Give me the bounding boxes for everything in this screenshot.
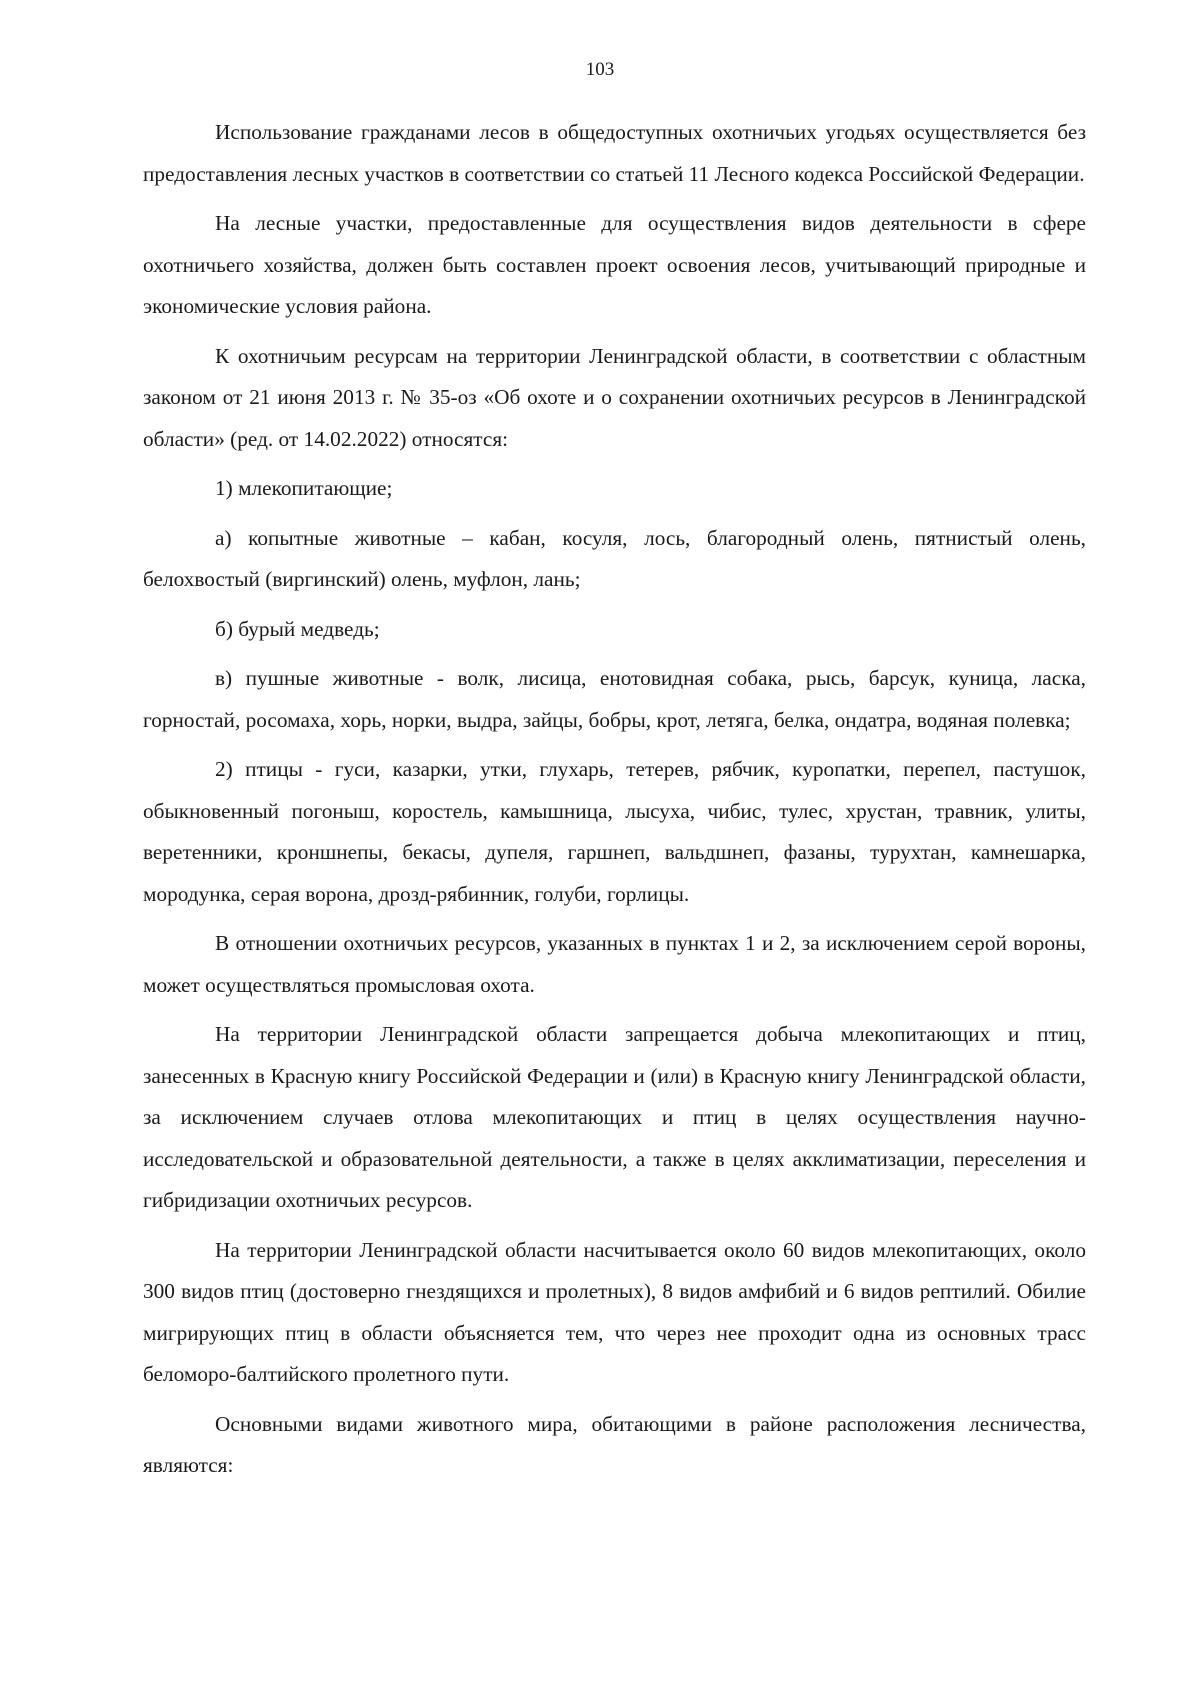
page-number: 103: [585, 59, 615, 80]
list-item-fur-animals: в) пушные животные - волк, лисица, енотовидная собака, рысь, барсук, куница, ласка, горностай, росомаха, хорь, норки, выдра, зайцы, бобры, крот, летяга, белка, ондатра, водяная полевка;: [143, 666, 1086, 732]
paragraph-main-species-intro: Основными видами животного мира, обитающими в районе расположения лесничества, являются:: [143, 1411, 1086, 1477]
paragraph-red-book-ban: На территории Ленинградской области запрещается добыча млекопитающих и птиц, занесенных в Красную книгу Российской Федерации и (или) в Красную книгу Ленинградской области, за исключением случаев отлова млекопитающих и птиц в целях осуществления научно-исследовательской и образовательной деятельности, а также в целях акклиматизации, переселения и гибридизации охотничьих ресурсов.: [143, 1022, 1086, 1212]
list-item-mammals: 1) млекопитающие;: [215, 476, 393, 500]
list-item-ungulates: а) копытные животные – кабан, косуля, лось, благородный олень, пятнистый олень, белохвостый (виргинский) олень, муфлон, лань;: [143, 525, 1086, 591]
paragraph-commercial-hunting: В отношении охотничьих ресурсов, указанных в пунктах 1 и 2, за исключением серой вороны, может осуществляться промысловая охота.: [143, 931, 1086, 997]
paragraph-forest-use: Использование гражданами лесов в общедоступных охотничьих угодьях осуществляется без предоставления лесных участков в соответствии со статьей 11 Лесного кодекса Российской Федерации.: [143, 120, 1086, 186]
document-body: [143, 112, 1086, 1495]
paragraph-hunting-resources-intro: К охотничьим ресурсам на территории Ленинградской области, в соответствии с областным законом от 21 июня 2013 г. № 35-оз «Об охоте и о сохранении охотничьих ресурсов в Ленинградской области» (ред. от 14.02.2022) относятся:: [143, 343, 1086, 451]
paragraph-species-count: На территории Ленинградской области насчитывается около 60 видов млекопитающих, около 300 видов птиц (достоверно гнездящихся и пролетных), 8 видов амфибий и 6 видов рептилий. Обилие мигрирующих птиц в области объясняется тем, что через нее проходит одна из основных трасс беломоро-балтийского пролетного пути.: [143, 1237, 1086, 1386]
list-item-birds: 2) птицы - гуси, казарки, утки, глухарь, тетерев, рябчик, куропатки, перепел, пастушок, обыкновенный погоныш, коростель, камышница, лысуха, чибис, тулес, хрустан, травник, улиты, веретенники, кроншнепы, бекасы, дупеля, гаршнеп, вальдшнеп, фазаны, турухтан, камнешарка, мородунка, серая ворона, дрозд-рябинник, голуби, горлицы.: [143, 757, 1086, 906]
list-item-brown-bear: б) бурый медведь;: [215, 616, 380, 641]
paragraph-forest-project: На лесные участки, предоставленные для осуществления видов деятельности в сфере охотничьего хозяйства, должен быть составлен проект освоения лесов, учитывающий природные и экономические условия района.: [143, 211, 1086, 318]
